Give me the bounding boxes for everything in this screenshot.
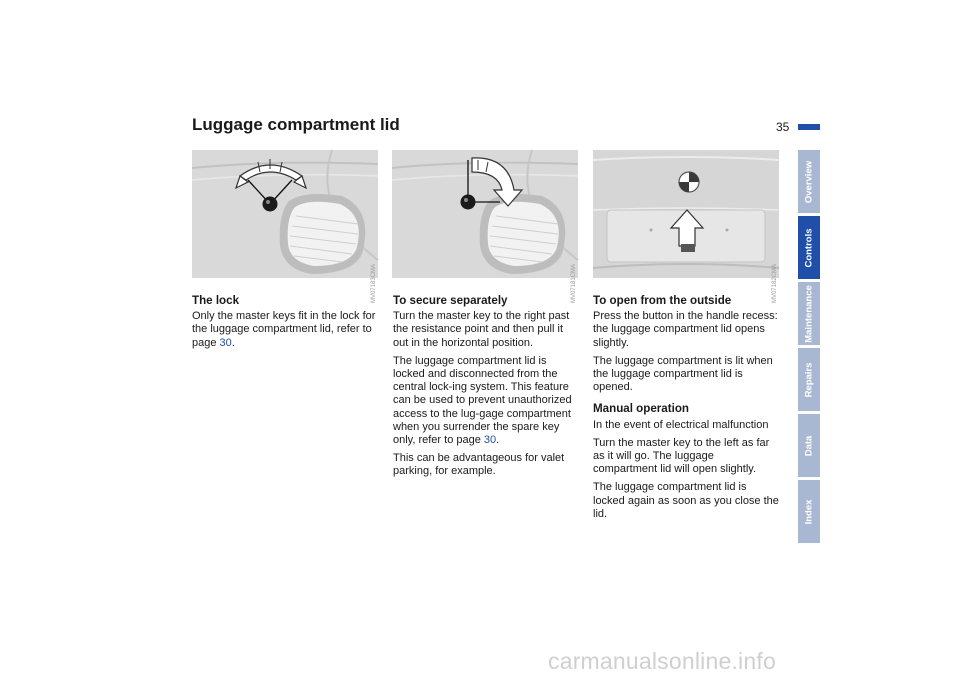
page-link[interactable]: 30 [483,434,497,447]
paragraph: The luggage compartment is lit when the luggage compartment lid is opened. [593,354,773,394]
figure-code: MV07183CMA [371,264,377,304]
section-heading: The lock [192,294,240,307]
column-the-lock [192,294,378,355]
tab-repairs[interactable] [798,348,820,411]
tab-label: Overview [803,160,815,203]
tab-label: Index [803,499,815,524]
tab-label: Maintenance [803,284,815,343]
paragraph: Turn the master key to the right past the resistance point and then pull it out in the horizontal position. [393,310,570,349]
tab-controls[interactable] [798,216,820,279]
tab-maintenance[interactable] [798,282,820,345]
paragraph: Turn the master key to the left as far as it will go. The luggage compartment lid will open slightly. [593,436,770,476]
section-heading: To open from the outside [593,294,732,307]
figure-code: MV07181CMA [571,264,577,304]
paragraph-end: . [231,336,235,349]
column-secure-separately [393,294,579,484]
figure-code: MV07182CMA [772,264,778,304]
lock-turn-right-illustration-icon [392,150,578,278]
page-number: 35 [776,120,790,134]
section-heading: Manual operation [593,402,689,416]
tab-label: Data [803,435,815,456]
tab-label: Repairs [803,362,815,397]
handle-recess-push-illustration-icon [593,150,779,278]
watermark: carmanualsonline.info [548,648,776,674]
paragraph [393,355,579,447]
paragraph [192,310,378,350]
paragraph: The luggage compartment lid is locked again as soon as you close the lid. [593,481,779,520]
page-marker [798,124,820,130]
section-heading: To secure separately [393,294,508,307]
chapter-tabs [798,150,820,546]
paragraph-text: Only the master keys fit in the lock for the luggage compartment lid, refer to page [192,310,376,349]
paragraph: This can be advantageous for valet parking, for example. [393,452,565,478]
tab-overview[interactable] [798,150,820,213]
paragraph: Press the button in the handle recess: the luggage compartment lid opens slightly. [593,310,778,349]
lock-turn-both-directions-illustration-icon [192,150,378,278]
paragraph-end: . [496,434,500,447]
tab-data[interactable] [798,414,820,477]
column-open-from-outside [593,294,779,526]
page-title: Luggage compartment lid [192,115,400,134]
paragraph-text: The luggage compartment lid is locked and disconnected from the central lock-ing system. This feature can be used to prevent unauthorized access to the lug-gage compartment when you surrender the spare key only, refer to page [393,354,572,447]
paragraph: In the event of electrical malfunction [593,418,769,431]
page-link[interactable]: 30 [219,336,232,349]
tab-index[interactable] [798,480,820,543]
tab-label: Controls [803,227,815,268]
